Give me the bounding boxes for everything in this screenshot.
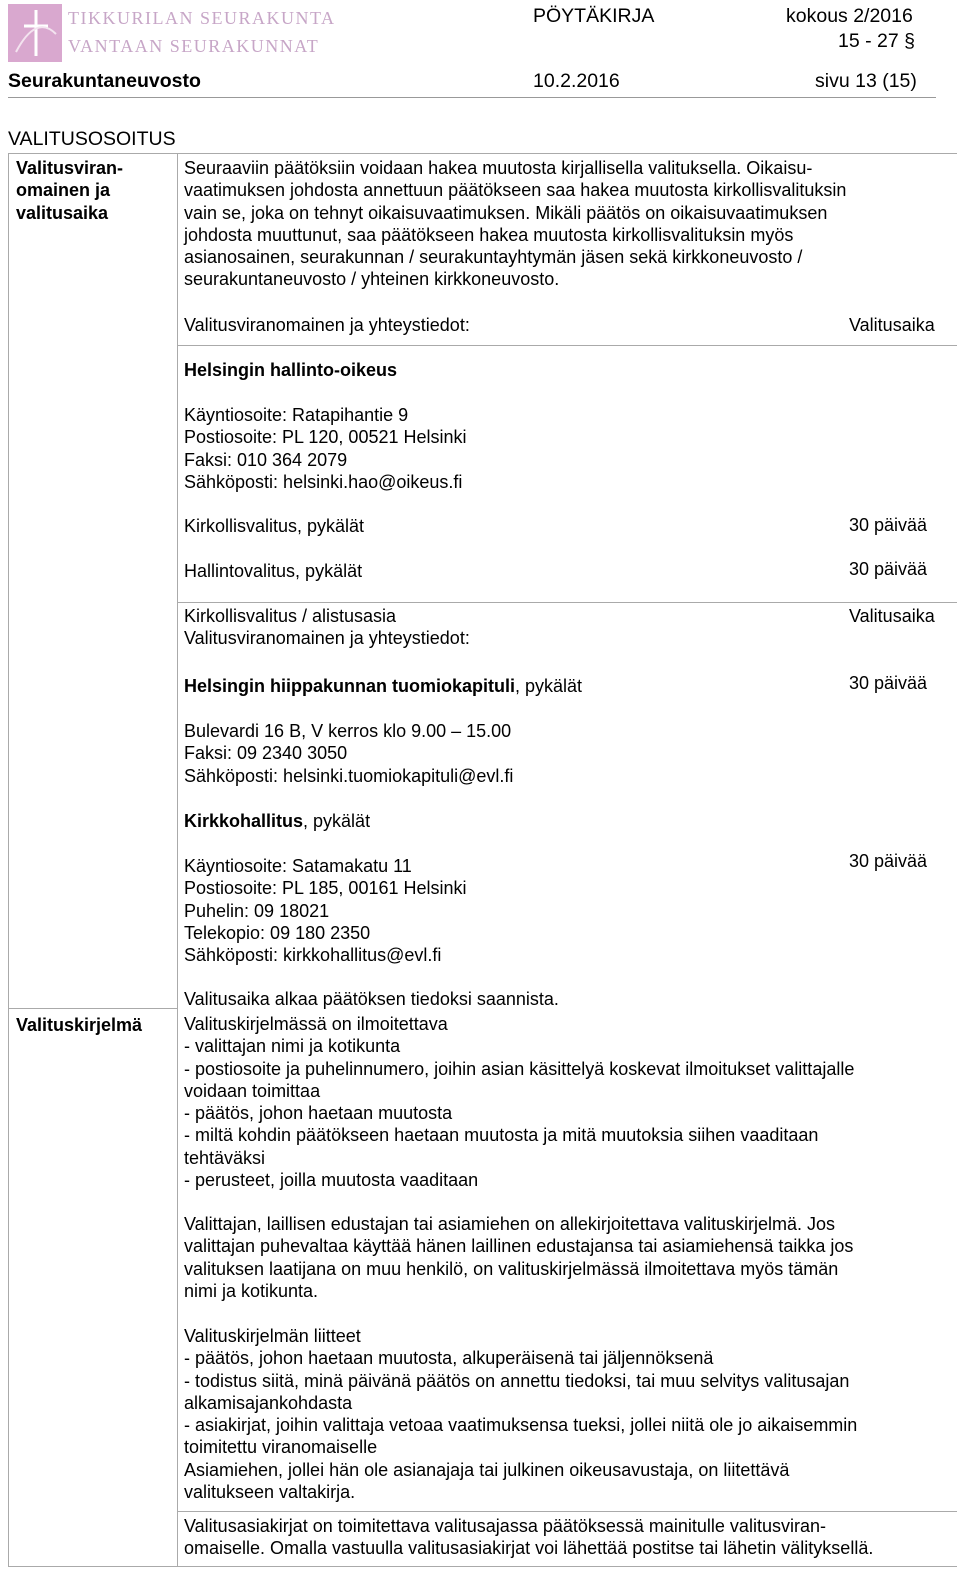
table-left-border [8, 153, 9, 1566]
doc-type: PÖYTÄKIRJA [533, 5, 655, 27]
section-range: 15 - 27 § [838, 30, 915, 52]
header-divider [8, 97, 936, 98]
authority-label: Valitusviranomainen ja yhteystiedot: [184, 315, 470, 335]
board-name: Kirkkohallitus [184, 811, 304, 831]
chapter-line: Helsingin hiippakunnan tuomiokapituli, pykälät [184, 676, 583, 696]
court-name: Helsingin hallinto-oikeus [184, 360, 398, 380]
board-line: Kirkkohallitus, pykälät [184, 811, 371, 831]
row-divider-left [8, 1008, 178, 1009]
cross-logo-icon [8, 4, 62, 62]
letter-signature: Valittajan, laillisen edustajan tai asiamiehen on allekirjoitettava valituskirjelmä. Jos valittajan puhevaltaa käyttää hänen laillinen edustajansa tai asiamiehensä taikka jos valituksen laatijana on muu henkilö, on valituskirjelmässä ilmoitettava myös tämän nimi ja kotikunta. [184, 1214, 854, 1301]
table-bottom-border [8, 1566, 957, 1567]
submission-note: Valitusasiakirjat on toimitettava valitusajassa päätöksessä mainitulle valitusviran- omaiselle. Omalla vastuulla valitusasiakirjat voi lähettää postitse tai lähetin välityksellä. [184, 1516, 874, 1559]
page-number: sivu 13 (15) [815, 70, 917, 92]
chapter-time: 30 päivää [849, 673, 928, 693]
letter-requirements: Valituskirjelmässä on ilmoitettava - valittajan nimi ja kotikunta - postiosoite ja puhelinnumero, joihin asian käsittelyä koskevat ilmoitukset valittajalle voidaan toimittaa - päätös, johon haetaan muutosta - miltä kohdin päätökseen haetaan muutosta ja mitä muutoksia siihen vaaditaan tehtäväksi - perusteet, joilla muutosta vaaditaan [184, 1014, 855, 1191]
appeal1-time: 30 päivää [849, 515, 928, 535]
row-divider-appeal [177, 602, 957, 603]
appeal2-label: Hallintovalitus, pykälät [184, 561, 363, 581]
meeting-number: kokous 2/2016 [786, 5, 913, 27]
time-label-2: Valitusaika [849, 606, 935, 626]
chapter-contact: Bulevardi 16 B, V kerros klo 9.00 – 15.00 Faksi: 09 2340 3050 Sähköposti: helsinki.tuomiokapituli@evl.fi [184, 721, 514, 786]
table-top-border [8, 153, 957, 154]
time-label: Valitusaika [849, 315, 935, 335]
row-divider-footer [177, 1511, 957, 1512]
chapter-name: Helsingin hiippakunnan tuomiokapituli [184, 676, 516, 696]
section-heading: VALITUSOSOITUS [8, 128, 176, 150]
board-time: 30 päivää [849, 851, 928, 871]
appeal2-time: 30 päivää [849, 559, 928, 579]
body-name: Seurakuntaneuvosto [8, 70, 201, 92]
org-name-line1: TIKKURILAN SEURAKUNTA [68, 8, 336, 28]
row-divider-authority [177, 345, 957, 346]
meeting-date: 10.2.2016 [533, 70, 620, 92]
intro-paragraph: Seuraaviin päätöksiin voidaan hakea muutosta kirjallisella valituksella. Oikaisu- vaatimuksen johdosta annettuun päätökseen saa hakea muutosta kirkollisvalituksin vain se, joka on tehnyt oikaisuvaatimuksen. Mikäli päätös on oikaisuvaatimuksen johdosta muuttunut, saa päätökseen hakea muutosta kirkollisvalituksin myös asianosainen, seurakunnan / seurakuntayhtymän jäsen sekä kirkkoneuvosto / seurakuntaneuvosto / yhteinen kirkkoneuvosto. [184, 158, 847, 290]
court-contact: Käyntiosoite: Ratapihantie 9 Postiosoite: PL 120, 00521 Helsinki Faksi: 010 364 2079 Sähköposti: helsinki.hao@oikeus.fi [184, 405, 467, 492]
org-name-line2: VANTAAN SEURAKUNNAT [68, 36, 320, 56]
appeal-type: Kirkollisvalitus / alistusasia Valitusviranomainen ja yhteystiedot: [184, 606, 470, 649]
table-column-divider [177, 153, 178, 1566]
appeal1-label: Kirkollisvalitus, pykälät [184, 516, 365, 536]
label-authority-and-time: Valitusviran- omainen ja valitusaika [16, 158, 124, 223]
board-contact: Käyntiosoite: Satamakatu 11 Postiosoite: PL 185, 00161 Helsinki Puhelin: 09 18021 Telekopio: 09 180 2350 Sähköposti: kirkkohallitus@evl.fi [184, 856, 467, 966]
time-note: Valitusaika alkaa päätöksen tiedoksi saannista. [184, 989, 559, 1009]
label-appeal-letter: Valituskirjelmä [16, 1015, 143, 1035]
letter-attachments: Valituskirjelmän liitteet - päätös, johon haetaan muutosta, alkuperäisenä tai jäljennöksenä - todistus siitä, minä päivänä päätös on annettu tiedoksi, tai muu selvitys valitusajan alkamisajankohdasta - asiakirjat, joihin valittaja vetoaa vaatimuksensa tueksi, jollei niitä ole jo aikaisemmin toimitettu viranomaiselle Asiamiehen, jollei hän ole asianajaja tai julkinen oikeusavustaja, on liitettävä valitukseen valtakirja. [184, 1326, 858, 1503]
logo [8, 4, 62, 62]
